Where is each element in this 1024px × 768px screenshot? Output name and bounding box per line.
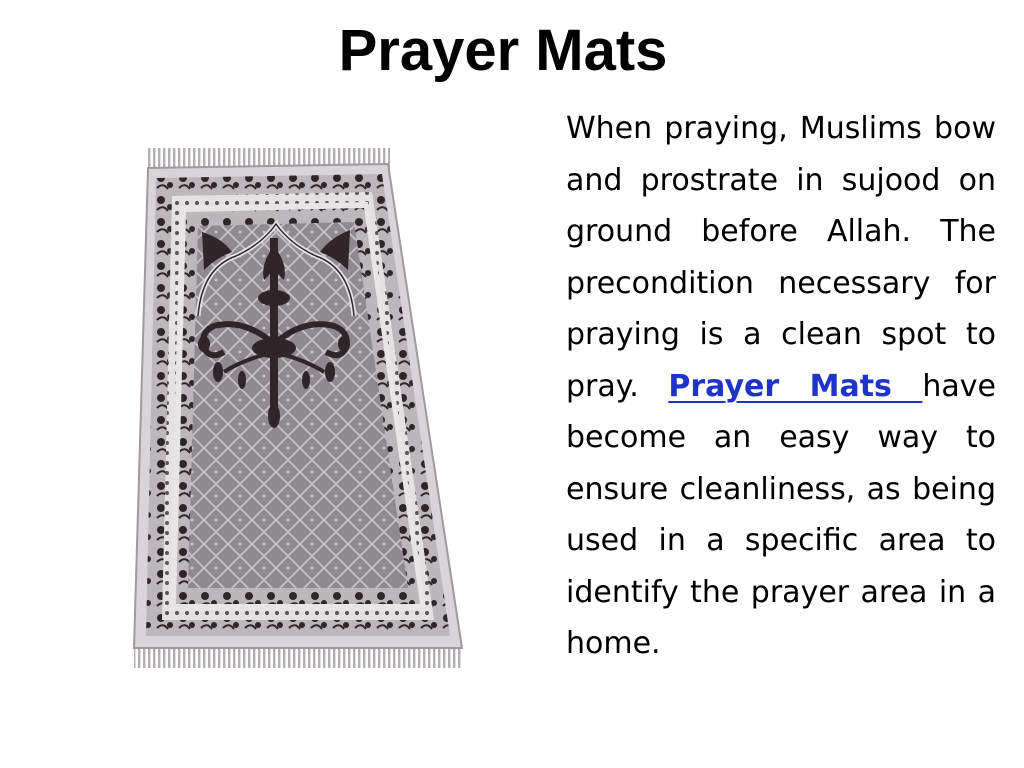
prayer-mats-link[interactable]: Prayer Mats <box>668 368 923 404</box>
prayer-mat-illustration <box>132 148 468 672</box>
prayer-mat-image <box>132 148 468 672</box>
slide-title: Prayer Mats <box>338 18 668 83</box>
paragraph-intro: When praying, Muslims bow and prostrate in sujood on ground before Allah. The precondition necessary for praying is a clean spot to pray. <box>566 111 996 404</box>
description-paragraph <box>566 103 996 670</box>
paragraph-conclusion: have become an easy way to ensure cleanliness, as being used in a specific area to identify the prayer area in a home. <box>566 368 996 661</box>
